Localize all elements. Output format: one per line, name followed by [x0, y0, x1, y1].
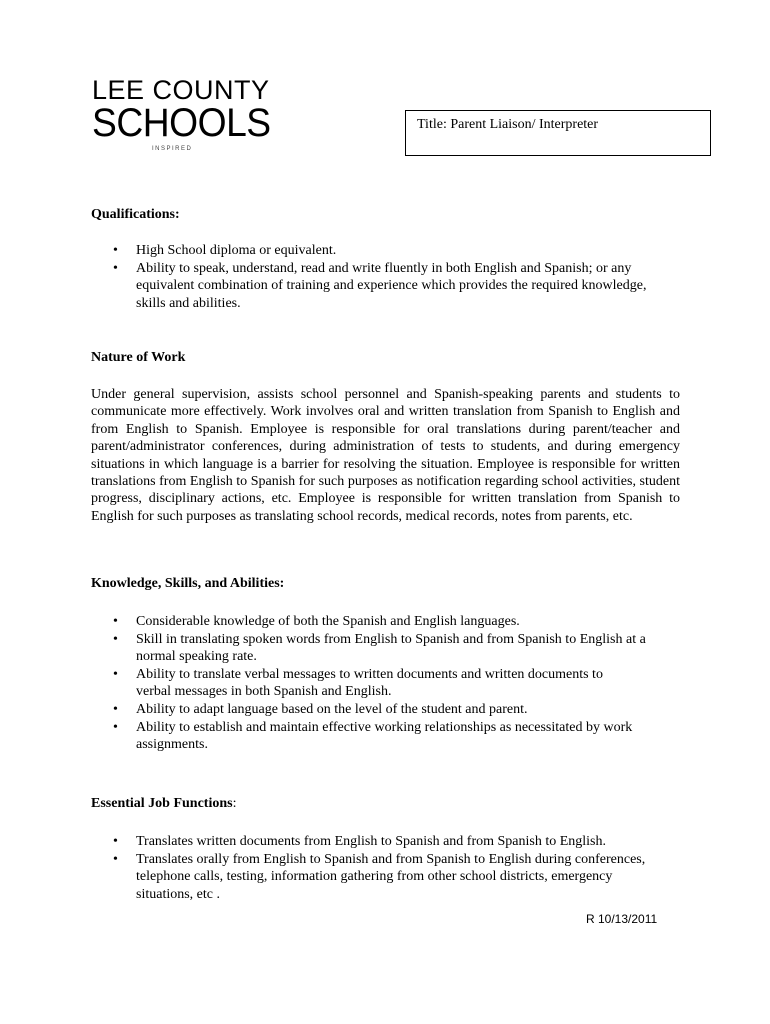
list-item [91, 719, 687, 754]
job-title: Title: Parent Liaison/ Interpreter [417, 117, 599, 132]
list-item [91, 260, 677, 313]
bullet-icon: • [113, 851, 118, 867]
list-item [91, 613, 687, 631]
list-item-text: Ability to translate verbal messages to written documents and written documents to verbal messages in both Spanish and English. [136, 666, 603, 700]
essential-functions-heading [91, 796, 236, 812]
list-item [91, 242, 691, 260]
list-item-text: High School diploma or equivalent. [136, 243, 337, 258]
lee-county-schools-logo [92, 75, 271, 160]
qualifications-heading: Qualifications: [91, 207, 180, 222]
list-item-text: Skill in translating spoken words from English to Spanish and from Spanish to English at a normal speaking rate. [136, 631, 646, 665]
list-item [91, 701, 687, 719]
list-item [91, 833, 671, 851]
list-item-text: Translates orally from English to Spanish and from Spanish to English during conferences, telephone calls, testing, information gathering from other school districts, emergency situations, etc . [136, 851, 646, 902]
logo-line2: SCHOOLS [92, 101, 271, 145]
essential-functions-list [91, 833, 671, 903]
nature-of-work-heading: Nature of Work [91, 350, 186, 365]
bullet-icon: • [113, 614, 118, 629]
revision-date: R 10/13/2011 [586, 912, 658, 926]
essential-functions-heading-text: Essential Job Functions [91, 796, 233, 811]
bullet-icon: • [113, 834, 118, 849]
list-item-text: Ability to speak, understand, read and write fluently in both English and Spanish; or any equivalent combination of training and experience which provides the required knowledge, skills and abilities. [136, 260, 647, 311]
ksa-list [91, 613, 687, 754]
list-item-text: Ability to establish and maintain effective working relationships as necessitated by work assignments. [136, 719, 633, 753]
bullet-icon: • [113, 243, 118, 258]
ksa-heading: Knowledge, Skills, and Abilities: [91, 576, 285, 591]
list-item-text: Ability to adapt language based on the level of the student and parent. [136, 701, 528, 717]
bullet-icon: • [113, 260, 118, 276]
bullet-icon: • [113, 631, 118, 647]
bullet-icon: • [113, 701, 118, 717]
qualifications-list [91, 242, 691, 312]
list-item [91, 851, 671, 904]
list-item-text: Considerable knowledge of both the Spanish and English languages. [136, 614, 520, 629]
logo-line1: LEE COUNTY [92, 75, 270, 105]
list-item [91, 666, 606, 701]
nature-of-work-text: Under general supervision, assists school personnel and Spanish-speaking parents and students to communicate more effectively. Work involves oral and written translation from Spanish to English and from English to Spanish. Employee is responsible for oral translations during parent/teacher and parent/administrator conferences, during administration of tests to students, and during emergency situations in which language is a barrier for resolving the situation. Employee is responsible for written translations from English to Spanish for such purposes as notification regarding school activities, student progress, disciplinary actions, etc. Employee is responsible for written translation from Spanish to English for such purposes as translating school records, medical records, notes from parents, etc. [91, 387, 680, 524]
bullet-icon: • [113, 719, 118, 735]
bullet-icon: • [113, 666, 118, 682]
logo-tagline: INSPIRED [152, 146, 193, 152]
title-box [405, 110, 711, 156]
heading-colon: : [232, 796, 237, 811]
list-item-text: Translates written documents from English to Spanish and from Spanish to English. [136, 834, 607, 849]
list-item [91, 631, 687, 666]
